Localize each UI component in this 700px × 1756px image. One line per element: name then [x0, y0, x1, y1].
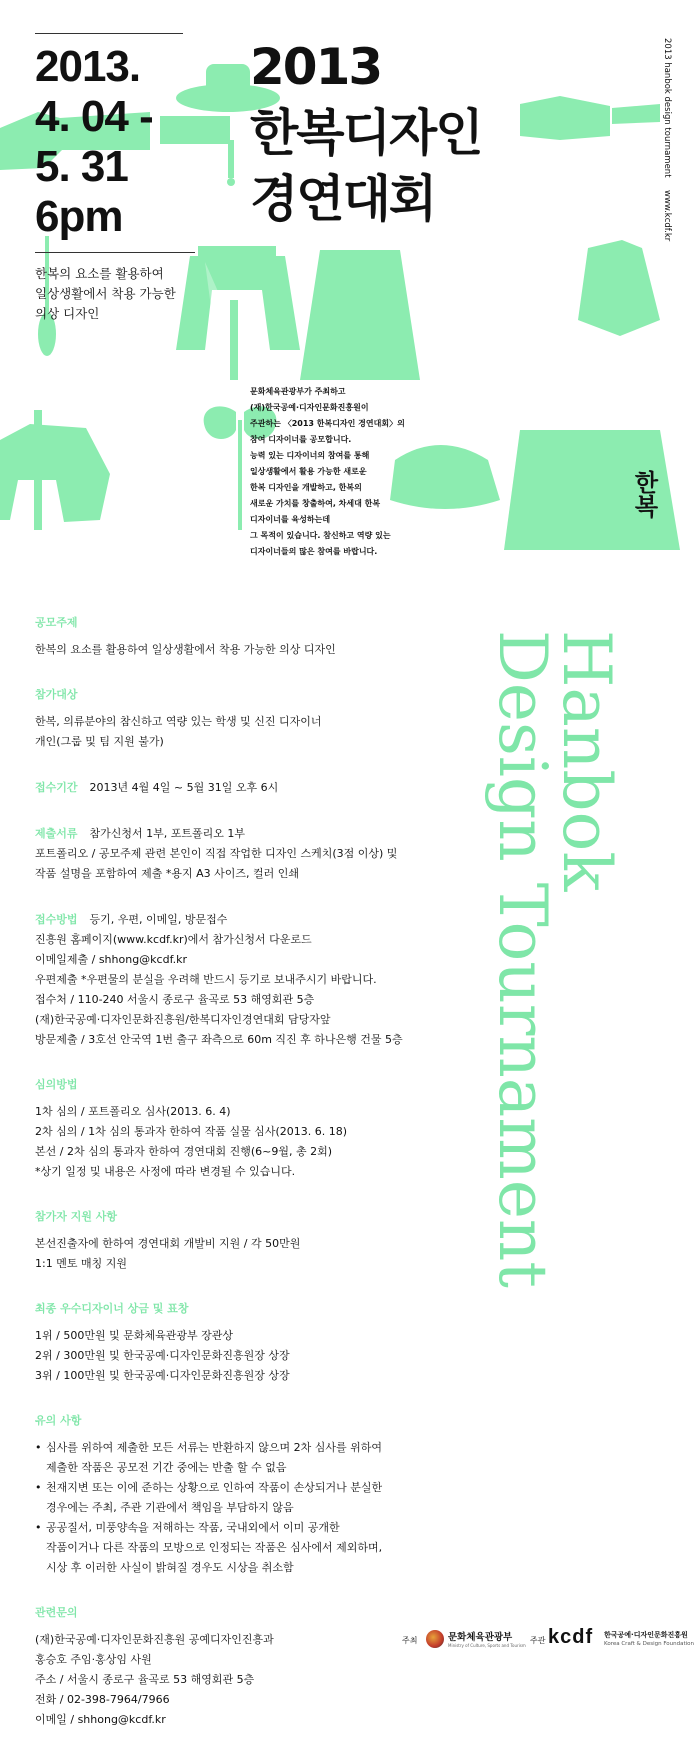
- section-line: 개인(그룹 및 팀 지원 불가): [35, 735, 164, 748]
- title-line: 한복디자인: [250, 104, 482, 162]
- section-heading: 접수기간: [35, 781, 78, 794]
- desc-line: 디자이너를 육성하는데: [250, 515, 331, 524]
- section-line: (재)한국공예·디자인문화진흥원/한복디자인경연대회 담당자앞: [35, 1013, 331, 1026]
- section-line: 우편제출 *우편물의 분실을 우려해 반드시 등기로 보내주시기 바랍니다.: [35, 973, 377, 986]
- section-line: 접수처 / 110-240 서울시 종로구 율곡로 53 해영회관 5층: [35, 993, 315, 1006]
- section-heading: 공모주제: [35, 616, 78, 629]
- section-line: 한복, 의류분야의 참신하고 역량 있는 학생 및 신진 디자이너: [35, 715, 322, 728]
- event-title: [250, 34, 482, 232]
- description: [250, 384, 405, 560]
- host-sub: Ministry of Culture, Sports and Tourism: [448, 1643, 526, 1648]
- section-contact: [35, 1604, 505, 1730]
- desc-line: 한복 디자인을 개발하고, 한복의: [250, 483, 362, 492]
- intro-text: [35, 264, 176, 324]
- desc-line: (재)한국공예·디자인문화진흥원이: [250, 403, 369, 412]
- desc-line: 일상생활에서 활용 가능한 새로운: [250, 467, 367, 476]
- section-line: 홍승호 주임·홍상임 사원: [35, 1653, 152, 1666]
- desc-line: 참여 디자이너를 공모합니다.: [250, 435, 352, 444]
- desc-line: 능력 있는 디자이너의 참여를 통해: [250, 451, 370, 460]
- section-line: 전화 / 02-398-7964/7966: [35, 1693, 170, 1706]
- top-rule: [35, 33, 183, 34]
- section-line: 주소 / 서울시 종로구 율곡로 53 해영회관 5층: [35, 1673, 255, 1686]
- section-prizes: [35, 1300, 505, 1386]
- desc-line: 주관하는 〈2013 한복디자인 경연대회〉의: [250, 419, 405, 428]
- note-line: 작품이거나 다른 작품의 모방으로 인정되는 작품은 심사에서 제외하며,: [46, 1541, 383, 1554]
- section-heading: 유의 사항: [35, 1414, 82, 1427]
- note-line: 시상 후 이러한 사실이 밝혀질 경우도 시상을 취소함: [46, 1561, 294, 1574]
- section-line: 이메일제출 / shhong@kcdf.kr: [35, 953, 188, 966]
- section-inline: 등기, 우편, 이메일, 방문접수: [89, 913, 228, 926]
- kcdf-logo-icon: kcdf: [548, 1626, 594, 1648]
- intro-line: 의상 디자인: [35, 306, 100, 321]
- section-period: [35, 778, 505, 798]
- mid-rule: [35, 252, 195, 253]
- vest-icon: [578, 240, 660, 336]
- side-url: www.kcdf.kr: [662, 190, 672, 242]
- section-line: (재)한국공예·디자인문화진흥원 공예디자인진흥과: [35, 1633, 274, 1646]
- section-support: [35, 1208, 505, 1274]
- section-line: 진흥원 홈페이지(www.kcdf.kr)에서 참가신청서 다운로드: [35, 933, 312, 946]
- english-title-line-2: Design Tournament: [484, 630, 561, 1288]
- section-line: 한복의 요소를 활용하여 일상생활에서 착용 가능한 의상 디자인: [35, 643, 336, 656]
- section-line: 방문제출 / 3호선 안국역 1번 출구 좌측으로 60m 직진 후 하나은행 건물 5층: [35, 1033, 403, 1046]
- host-label: 주최: [402, 1636, 418, 1645]
- section-heading: 최종 우수디자이너 상금 및 표창: [35, 1302, 189, 1315]
- section-line: 작품 설명을 포함하여 제출 *용지 A3 사이즈, 컬러 인쇄: [35, 867, 300, 880]
- desc-line: 문화체육관광부가 주최하고: [250, 387, 346, 396]
- english-title-line-1: Hanbok: [548, 630, 625, 892]
- date-line: 4. 04 -: [35, 92, 153, 141]
- section-heading: 참가대상: [35, 688, 78, 701]
- event-dates: [35, 42, 153, 242]
- intro-line: 한복의 요소를 활용하여: [35, 266, 164, 281]
- date-line: 5. 31: [35, 142, 128, 191]
- organizer-label: 주관: [530, 1636, 546, 1645]
- note-line: 경우에는 주최, 주관 기관에서 책임을 부담하지 않음: [46, 1501, 294, 1514]
- desc-line: 디자이너들의 많은 참여를 바랍니다.: [250, 547, 378, 556]
- section-line: 1차 심의 / 포트폴리오 심사(2013. 6. 4): [35, 1105, 231, 1118]
- hanbok-hat-icon: [390, 445, 500, 509]
- section-line: 본선진출자에 한하여 경연대회 개발비 지원 / 각 50만원: [35, 1237, 301, 1250]
- organizer-sub: Korea Craft & Design Foundation: [604, 1641, 695, 1647]
- note-line: • 천재지변 또는 이에 준하는 상황으로 인하여 작품이 손상되거나 분실한: [35, 1478, 505, 1498]
- section-method: [35, 910, 505, 1050]
- section-heading: 제출서류: [35, 827, 78, 840]
- jeogori-icon: [176, 246, 300, 400]
- section-notes: [35, 1412, 505, 1578]
- section-documents: [35, 824, 505, 884]
- ministry-logo-icon: [426, 1630, 444, 1648]
- date-line: 6pm: [35, 192, 123, 241]
- side-event-label: 2013 hanbok design tournament: [662, 38, 672, 178]
- section-line: 3위 / 100만원 및 한국공예·디자인문화진흥원장 상장: [35, 1369, 290, 1382]
- section-line: 포트폴리오 / 공모주제 관련 본인이 직접 작업한 디자인 스케치(3점 이상) 및: [35, 847, 398, 860]
- date-line: 2013.: [35, 42, 141, 91]
- note-line: • 공공질서, 미풍양속을 저해하는 작품, 국내외에서 이미 공개한: [35, 1518, 505, 1538]
- intro-line: 일상생활에서 착용 가능한: [35, 286, 176, 301]
- section-heading: 참가자 지원 사항: [35, 1210, 118, 1223]
- section-line: *상기 일정 및 내용은 사정에 따라 변경될 수 있습니다.: [35, 1165, 296, 1178]
- section-heading: 관련문의: [35, 1606, 78, 1619]
- english-title: [484, 630, 665, 1290]
- section-line: 1:1 멘토 매칭 지원: [35, 1257, 127, 1270]
- desc-line: 그 목적이 있습니다. 참신하고 역량 있는: [250, 531, 391, 540]
- note-line: 제출한 작품은 공모전 기간 중에는 반출 할 수 없음: [46, 1461, 287, 1474]
- organizer-name: 한국공예·디자인문화진흥원: [604, 1631, 688, 1639]
- note-line: • 심사를 위하여 제출한 모든 서류는 반환하지 않으며 2차 심사를 위하여: [35, 1438, 505, 1458]
- section-line: 본선 / 2차 심의 통과자 한하여 경연대회 진행(6~9월, 총 2회): [35, 1145, 332, 1158]
- section-heading: 접수방법: [35, 913, 78, 926]
- section-line: 1위 / 500만원 및 문화체육관광부 장관상: [35, 1329, 233, 1342]
- section-inline: 2013년 4월 4일 ~ 5월 31일 오후 6시: [89, 781, 279, 794]
- section-theme: [35, 614, 505, 660]
- title-line: 2013: [250, 38, 382, 96]
- footer-logos: [396, 1626, 696, 1656]
- section-inline: 참가신청서 1부, 포트폴리오 1부: [89, 827, 246, 840]
- info-sections: [35, 614, 505, 1756]
- host-name: 문화체육관광부: [448, 1632, 513, 1643]
- section-line: 이메일 / shhong@kcdf.kr: [35, 1713, 166, 1726]
- section-line: 2위 / 300만원 및 한국공예·디자인문화진흥원장 상장: [35, 1349, 290, 1362]
- section-line: 2차 심의 / 1차 심의 통과자 한하여 작품 실물 심사(2013. 6. 18): [35, 1125, 347, 1138]
- desc-line: 새로운 가치를 창출하여, 차세대 한복: [250, 499, 381, 508]
- side-logo: 한복: [630, 470, 658, 518]
- section-eligibility: [35, 686, 505, 752]
- title-line: 경연대회: [250, 170, 436, 228]
- section-review: [35, 1076, 505, 1182]
- section-heading: 심의방법: [35, 1078, 78, 1091]
